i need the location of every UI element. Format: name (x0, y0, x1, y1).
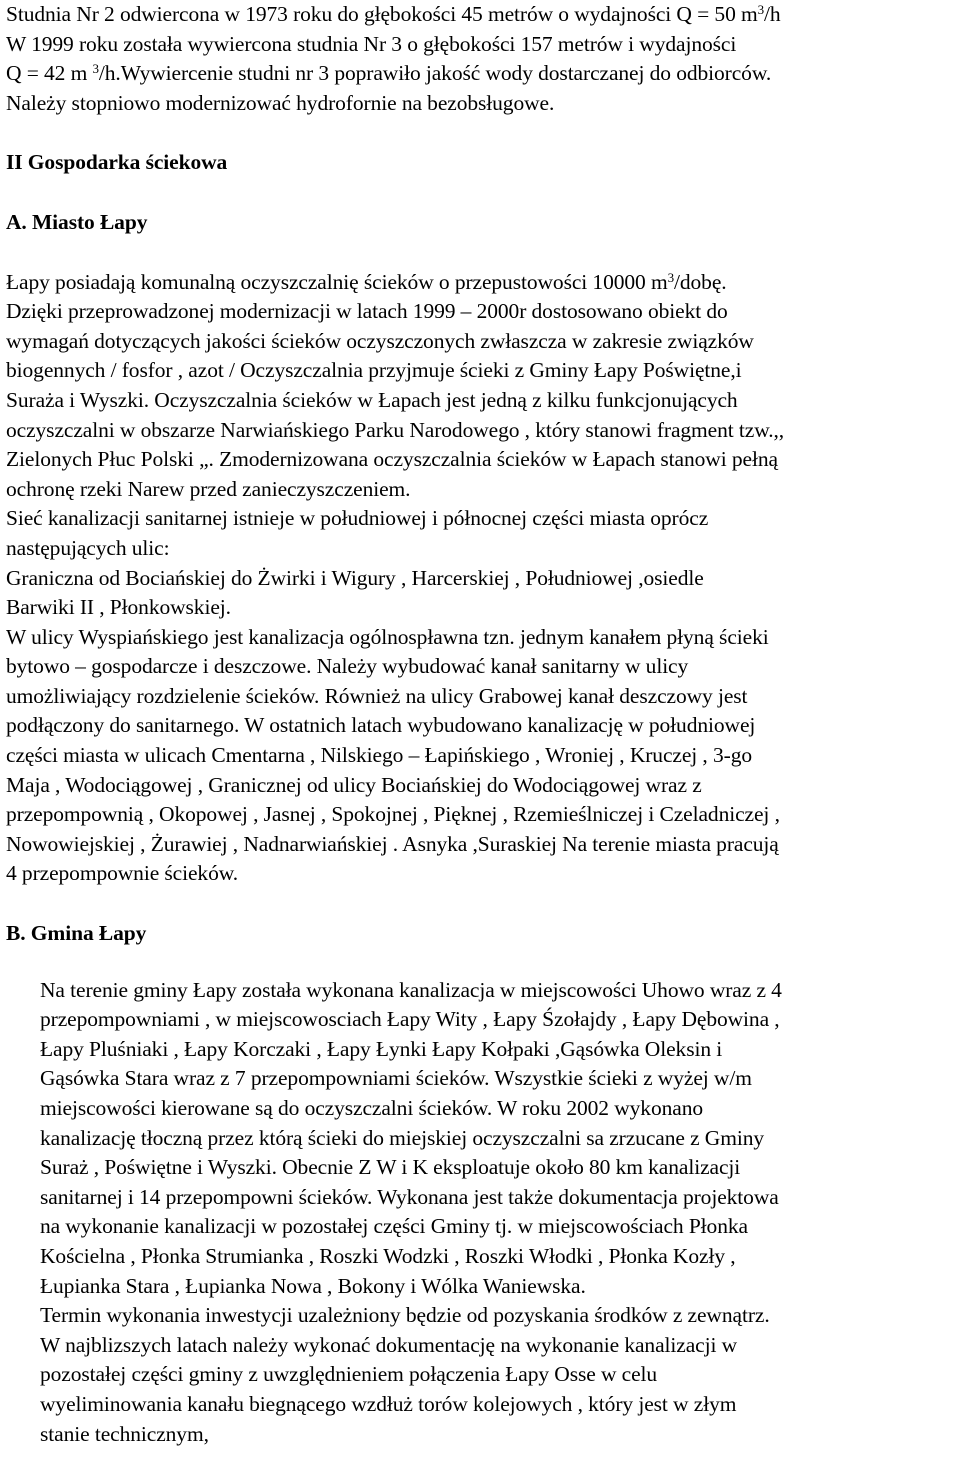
text-line: Barwiki II , Płonkowskiej. (6, 595, 231, 620)
text-line: Suraż , Poświętne i Wyszki. Obecnie Z W i K eksploatuje około 80 km kanalizacji (40, 1155, 741, 1180)
text-line: następujących ulic: (6, 535, 170, 560)
text-line: Maja , Wodociągowej , Granicznej od ulicy Bociańskiej do Wodociągowej wraz z (6, 772, 702, 797)
subsection-heading-b: B. Gmina Łapy (6, 921, 147, 946)
text-line: Graniczna od Bociańskiej do Żwirki i Wigury , Harcerskiej , Południowej ,osiedle (6, 565, 704, 590)
text-line: Łapy posiadają komunalną oczyszczalnię ścieków o przepustowości 10000 $m^3$/dobę. (6, 269, 727, 294)
text-line: 4 przepompownie ścieków. (6, 861, 239, 886)
text-line: części miasta w ulicach Cmentarna , Nilskiego – Łapińskiego , Wroniej , Kruczej , 3-go (6, 743, 752, 768)
text-line: Zielonych Płuc Polski „. Zmodernizowana oczyszczalnia ścieków w Łapach stanowi pełną (6, 447, 778, 472)
text-line: przepompowniami , w miejscowosciach Łapy Wity , Łapy Śzołajdy , Łapy Dębowina , (40, 1007, 780, 1032)
text-line: Gąsówka Stara wraz z 7 przepompowniami ścieków. Wszystkie ścieki z wyżej w/m (40, 1066, 752, 1091)
text-line: miejscowości kierowane są do oczyszczalni ścieków. W roku 2002 wykonano (40, 1096, 704, 1120)
text-line: Na terenie gminy Łapy została wykonana kanalizacja w miejscowości Uhowo wraz z 4 (40, 977, 782, 1002)
text-line: Kościelna , Płonka Strumianka , Roszki Wodzki , Roszki Włodki , Płonka Kozły , (40, 1243, 736, 1268)
text-line: W ulicy Wyspiańskiego jest kanalizacja ogólnospławna tzn. jednym kanałem płyną ścieki (6, 624, 769, 649)
text-line: stanie technicznym, (40, 1421, 209, 1446)
text-line: wyeliminowania kanału biegnącego wzdłuż torów kolejowych , który jest w złym (40, 1391, 737, 1416)
text-line: ochronę rzeki Narew przed zanieczyszczeniem. (6, 476, 411, 501)
text-line: Sieć kanalizacji sanitarnej istnieje w południowej i północnej części miasta oprócz (6, 506, 709, 531)
text-line: podłączony do sanitarnego. W ostatnich latach wybudowano kanalizację w południowej (6, 713, 756, 738)
text-line: biogennych / fosfor , azot / Oczyszczalnia przyjmuje ścieki z Gminy Łapy Poświętne,i (6, 358, 742, 383)
text-line: W najblizszych latach należy wykonać dokumentację na wykonanie kanalizacji w (40, 1332, 738, 1357)
section-heading: II Gospodarka ściekowa (6, 150, 228, 175)
text-line: Termin wykonania inwestycji uzależniony będzie od pozyskania środków z zewnątrz. (40, 1303, 770, 1328)
text-line: Suraża i Wyszki. Oczyszczalnia ścieków w Łapach jest jedną z kilku funkcjonujących (6, 387, 738, 412)
subsection-heading-a: A. Miasto Łapy (6, 209, 148, 234)
text-line: na wykonanie kanalizacji w pozostałej części Gminy tj. w miejscowościach Płonka (40, 1214, 748, 1239)
text-line: Q = 42 m $^3$/h.Wywiercenie studni nr 3 poprawiło jakość wody dostarczanej do odbiorców. (6, 61, 772, 86)
text-line: oczyszczalni w obszarze Narwiańskiego Parku Narodowego , który stanowi fragment tzw.,, (6, 417, 785, 442)
text-line: Studnia Nr 2 odwiercona w 1973 roku do głębokości 45 metrów o wydajności Q = 50 $m^3/h$ (6, 2, 781, 26)
text-line: Łapy Pluśniaki , Łapy Korczaki , Łapy Łynki Łapy Kołpaki ,Gąsówka Oleksin i (40, 1036, 723, 1061)
text-line: sanitarnej i 14 przepompowni ścieków. Wykonana jest także dokumentacja projektowa (40, 1184, 779, 1209)
text-line: kanalizację tłoczną przez którą ścieki do miejskiej oczyszczalni sa zrzucane z Gminy (40, 1125, 765, 1150)
text-line: bytowo – gospodarcze i deszczowe. Należy wybudować kanał sanitarny w ulicy (6, 654, 689, 679)
text-line: Łupianka Stara , Łupianka Nowa , Bokony i Wólka Waniewska. (40, 1273, 586, 1298)
text-line: W 1999 roku została wywiercona studnia Nr 3 o głębokości 157 metrów i wydajności (6, 31, 737, 56)
text-line: pozostałej części gminy z uwzględnieniem połączenia Łapy Osse w celu (40, 1362, 658, 1387)
text-line: Nowowiejskiej , Żurawiej , Nadnarwiańskiej . Asnyka ,Suraskiej Na terenie miasta pracują (6, 831, 779, 856)
text-line: przepompownią , Okopowej , Jasnej , Spokojnej , Pięknej , Rzemieślniczej i Czeladniczej , (6, 802, 780, 827)
text-line: Dzięki przeprowadzonej modernizacji w latach 1999 – 2000r dostosowano obiekt do (6, 299, 728, 324)
gmina-paragraph (6, 976, 956, 1450)
text-line: umożliwiający rozdzielenie ścieków. Również na ulicy Grabowej kanał deszczowy jest (6, 683, 748, 708)
text-line: wymagań dotyczących jakości ścieków oczyszczonych zwłaszcza w zakresie związków (6, 328, 754, 353)
text-line: Należy stopniowo modernizować hydrofornie na bezobsługowe. (6, 90, 555, 115)
